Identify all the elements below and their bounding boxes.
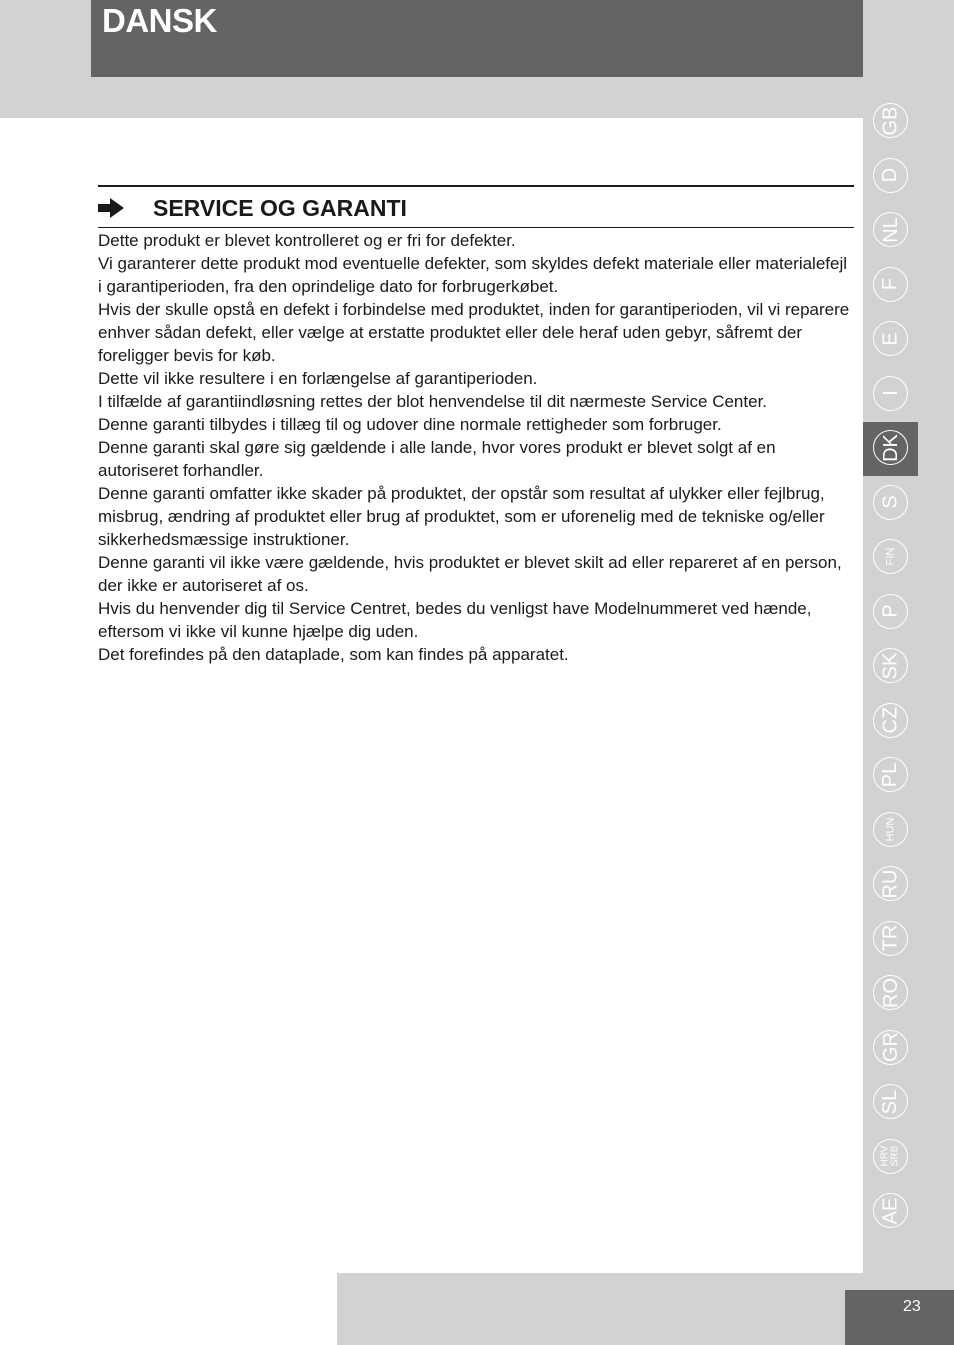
lang-tab-f[interactable]	[863, 259, 918, 313]
paragraph: Denne garanti vil ikke være gældende, hvis produktet er blevet skilt ad eller repareret af en person, der ikke er autoriseret af os.	[98, 553, 842, 595]
lang-badge	[873, 703, 908, 738]
lang-code: HUN	[884, 817, 896, 841]
lang-badge	[873, 1030, 908, 1065]
lang-badge	[873, 430, 908, 465]
lang-badge	[873, 212, 908, 247]
lang-tab-ae[interactable]	[863, 1185, 918, 1239]
lang-code: F	[879, 277, 902, 291]
service-section	[98, 185, 854, 666]
lang-badge	[873, 1139, 908, 1174]
lang-badge	[873, 267, 908, 302]
lang-code	[881, 1146, 901, 1167]
lang-code: GR	[879, 1032, 902, 1062]
lang-code: TR	[879, 924, 902, 952]
lang-code-line: HRV	[879, 1145, 891, 1167]
lang-code: GB	[879, 106, 902, 135]
lang-badge	[873, 594, 908, 629]
paragraph: Denne garanti tilbydes i tillæg til og udover dine normale rettigheder som forbruger.	[98, 415, 722, 434]
paragraph: I tilfælde af garantiindløsning rettes der blot henvendelse til dit nærmeste Service Center.	[98, 392, 768, 411]
lang-tab-gb[interactable]	[863, 95, 918, 149]
lang-code: P	[879, 604, 902, 618]
lang-badge	[873, 485, 908, 520]
bottom-margin	[0, 1273, 337, 1345]
lang-code: E	[879, 331, 902, 346]
lang-badge	[873, 921, 908, 956]
lang-tab-tr[interactable]	[863, 913, 918, 967]
lang-tab-sk[interactable]	[863, 640, 918, 694]
paragraph: Dette vil ikke resultere i en forlængelse af garantiperioden.	[98, 369, 538, 388]
lang-tab-pl[interactable]	[863, 749, 918, 803]
lang-badge	[873, 866, 908, 901]
paragraph: Denne garanti skal gøre sig gældende i alle lande, hvor vores produkt er blevet solgt af en autoriseret forhandler.	[98, 438, 776, 480]
lang-tab-s[interactable]	[863, 477, 918, 531]
lang-tab-e[interactable]	[863, 313, 918, 367]
lang-tab-hrv[interactable]	[863, 1131, 918, 1185]
lang-code: FIN	[883, 547, 896, 566]
lang-code: AE	[879, 1197, 902, 1224]
lang-badge	[873, 1084, 908, 1119]
lang-badge	[873, 539, 908, 574]
arrow-right-icon	[98, 198, 124, 218]
lang-code: SK	[879, 652, 902, 679]
lang-tab-sl[interactable]	[863, 1076, 918, 1130]
lang-badge	[873, 975, 908, 1010]
lang-badge	[873, 158, 908, 193]
lang-tab-dk[interactable]	[863, 422, 918, 476]
lang-tab-ro[interactable]	[863, 967, 918, 1021]
lang-code: PL	[879, 762, 902, 787]
section-heading	[98, 185, 854, 228]
lang-badge	[873, 103, 908, 138]
lang-code: S	[879, 495, 902, 509]
section-body	[98, 229, 854, 666]
page-title: DANSK	[102, 2, 217, 39]
lang-badge	[873, 376, 908, 411]
lang-tab-nl[interactable]	[863, 204, 918, 258]
page-number-box	[845, 1290, 954, 1345]
lang-tab-gr[interactable]	[863, 1022, 918, 1076]
language-header-bar	[91, 0, 863, 77]
lang-tab-p[interactable]	[863, 586, 918, 640]
lang-badge	[873, 321, 908, 356]
lang-code: D	[879, 167, 902, 183]
lang-tab-ru[interactable]	[863, 858, 918, 912]
lang-tab-d[interactable]	[863, 150, 918, 204]
lang-badge	[873, 757, 908, 792]
lang-tab-hun[interactable]	[863, 804, 918, 858]
lang-tab-fin[interactable]	[863, 531, 918, 585]
page-number: 23	[903, 1298, 921, 1315]
lang-tab-i[interactable]	[863, 368, 918, 422]
lang-code: CZ	[879, 706, 902, 734]
lang-code: NL	[879, 216, 902, 243]
lang-tab-cz[interactable]	[863, 695, 918, 749]
paragraph: Det forefindes på den dataplade, som kan findes på apparatet.	[98, 645, 569, 664]
lang-code: SL	[879, 1089, 902, 1114]
lang-badge	[873, 1193, 908, 1228]
lang-code: RO	[879, 977, 902, 1008]
paragraph: Vi garanterer dette produkt mod eventuelle defekter, som skyldes defekt materiale eller materialefejl i garantiperioden, fra den oprindelige dato for forbrugerkøbet.	[98, 254, 848, 296]
lang-code-line: SRB	[889, 1145, 901, 1167]
paragraph: Hvis du henvender dig til Service Centret, bedes du venligst have Modelnummeret ved hænde, eftersom vi ikke vil kunne hjælpe dig uden.	[98, 599, 812, 641]
lang-badge	[873, 812, 908, 847]
paragraph: Dette produkt er blevet kontrolleret og er fri for defekter.	[98, 231, 516, 250]
lang-code: DK	[879, 433, 902, 462]
section-title: SERVICE OG GARANTI	[153, 195, 407, 221]
lang-code: I	[879, 390, 902, 396]
lang-code: RU	[879, 869, 902, 898]
paragraph: Hvis der skulle opstå en defekt i forbindelse med produktet, inden for garantiperioden, vil vi reparere enhver sådan defekt, eller vælge at erstatte produktet eller dele heraf uden gebyr, såfremt der foreligger bevis for køb.	[98, 300, 850, 365]
lang-badge	[873, 648, 908, 683]
paragraph: Denne garanti omfatter ikke skader på produktet, der opstår som resultat af ulykker eller fejlbrug, misbrug, ændring af produktet eller brug af produktet, som er uforenelig med de tekniske og/eller sikkerhedsmæssige instruktioner.	[98, 484, 825, 549]
